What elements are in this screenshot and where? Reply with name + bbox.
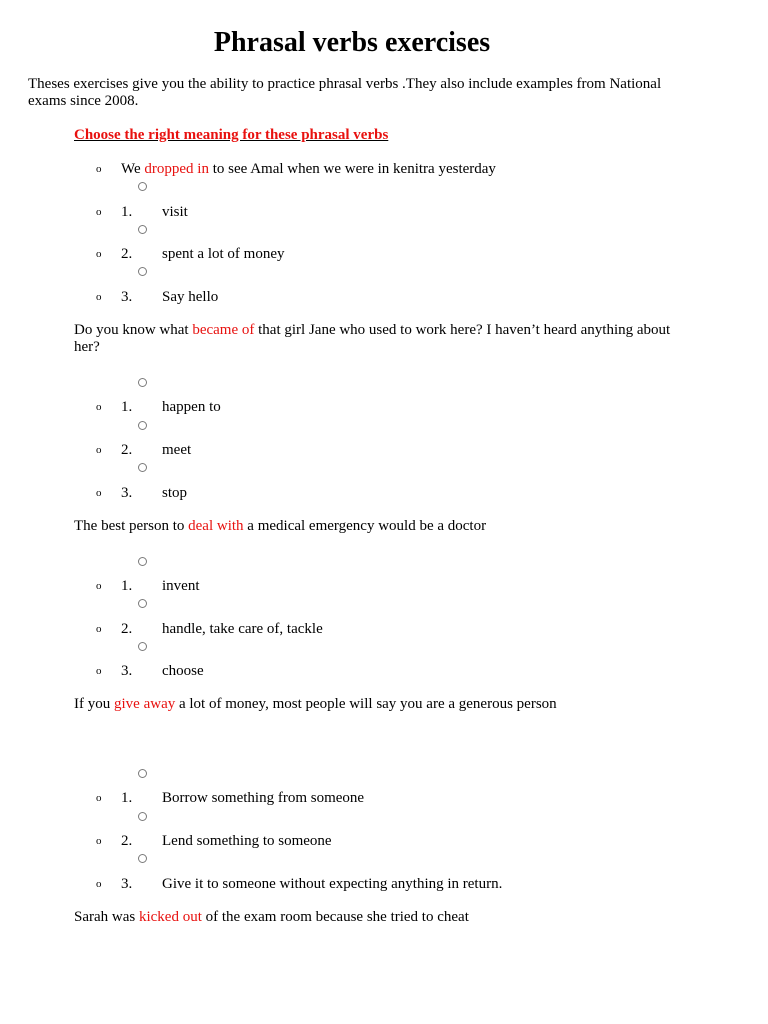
option-number: 3. (121, 289, 133, 305)
question-text-part: of the exam room because she tried to cheat (201, 909, 469, 925)
phrasal-verb: deal with (188, 518, 244, 534)
question-text-part: a medical emergency would be a doctor (243, 518, 487, 534)
radio-q1-option-3[interactable] (138, 267, 147, 276)
radio-q4-option-2[interactable] (138, 812, 147, 821)
q4-option-3 (96, 875, 656, 893)
q2-option-1 (96, 398, 656, 416)
option-number: 1. (121, 790, 133, 806)
bullet-icon: o (96, 206, 102, 218)
option-label: Give it to someone without expecting anything in return. (162, 876, 503, 892)
phrasal-verb: dropped in (144, 161, 209, 177)
question-text-part: to see Amal when we were in kenitra yesterday (208, 161, 496, 177)
section-heading-text: Choose the right meaning for these phrasal verbs (74, 127, 389, 143)
q1-option-2 (96, 245, 656, 263)
question-text-part: If you (74, 696, 114, 712)
option-label: Lend something to someone (162, 833, 332, 849)
question-text-part: Do you know what (74, 322, 193, 338)
question-text-part: We (121, 161, 145, 177)
question-2-text (74, 322, 674, 356)
q3-option-3 (96, 662, 656, 680)
question-5-text (74, 909, 674, 926)
bullet-icon: o (96, 792, 102, 804)
question-4-text (74, 696, 674, 713)
option-number: 2. (121, 621, 133, 637)
radio-q4-option-1[interactable] (138, 769, 147, 778)
question-1-text (121, 160, 496, 178)
q4-option-1 (96, 789, 656, 807)
option-number: 3. (121, 663, 133, 679)
question-text-part: The best person to (74, 518, 189, 534)
radio-q1-option-1[interactable] (138, 182, 147, 191)
bullet-icon: o (96, 580, 102, 592)
q2-option-2 (96, 441, 656, 459)
option-number: 2. (121, 833, 133, 849)
question-3-text (74, 518, 674, 535)
question-text-part: a lot of money, most people will say you are a generous person (175, 696, 557, 712)
option-number: 1. (121, 399, 133, 415)
bullet-icon: o (96, 835, 102, 847)
q1-option-3 (96, 288, 656, 306)
q1-option-1 (96, 203, 656, 221)
question-1 (96, 160, 656, 178)
phrasal-verb: kicked out (138, 909, 202, 925)
radio-q2-option-1[interactable] (138, 378, 147, 387)
radio-q3-option-1[interactable] (138, 557, 147, 566)
section-heading (74, 126, 388, 144)
page-title: Phrasal verbs exercises (213, 27, 491, 58)
option-label: handle, take care of, tackle (162, 621, 323, 637)
q2-option-3 (96, 484, 656, 502)
bullet-icon: o (96, 163, 102, 175)
question-text-part: that girl Jane who used to work here? I haven’t heard anything about her? (74, 322, 671, 355)
bullet-icon: o (96, 665, 102, 677)
bullet-icon: o (96, 291, 102, 303)
bullet-icon: o (96, 878, 102, 890)
option-number: 3. (121, 485, 133, 501)
q3-option-2 (96, 620, 656, 638)
option-label: Say hello (162, 289, 219, 305)
radio-q4-option-3[interactable] (138, 854, 147, 863)
radio-q2-option-2[interactable] (138, 421, 147, 430)
q4-option-2 (96, 832, 656, 850)
option-label: choose (162, 663, 204, 679)
bullet-icon: o (96, 623, 102, 635)
option-number: 1. (121, 578, 133, 594)
option-label: happen to (162, 399, 221, 415)
option-number: 1. (121, 204, 133, 220)
option-number: 2. (121, 442, 133, 458)
option-label: Borrow something from someone (162, 790, 365, 806)
option-label: spent a lot of money (162, 246, 285, 262)
bullet-icon: o (96, 248, 102, 260)
radio-q3-option-3[interactable] (138, 642, 147, 651)
intro-paragraph: Theses exercises give you the ability to practice phrasal verbs .They also include examples from National exams since 2008. (28, 76, 662, 109)
option-label: visit (162, 204, 188, 220)
option-label: meet (162, 442, 192, 458)
option-number: 2. (121, 246, 133, 262)
phrasal-verb: became of (192, 322, 255, 338)
radio-q1-option-2[interactable] (138, 225, 147, 234)
option-number: 3. (121, 876, 133, 892)
radio-q3-option-2[interactable] (138, 599, 147, 608)
bullet-icon: o (96, 444, 102, 456)
bullet-icon: o (96, 487, 102, 499)
question-text-part: Sarah was (74, 909, 139, 925)
bullet-icon: o (96, 401, 102, 413)
option-label: invent (162, 578, 200, 594)
phrasal-verb: give away (114, 696, 176, 712)
option-label: stop (162, 485, 188, 501)
q3-option-1 (96, 577, 656, 595)
radio-q2-option-3[interactable] (138, 463, 147, 472)
